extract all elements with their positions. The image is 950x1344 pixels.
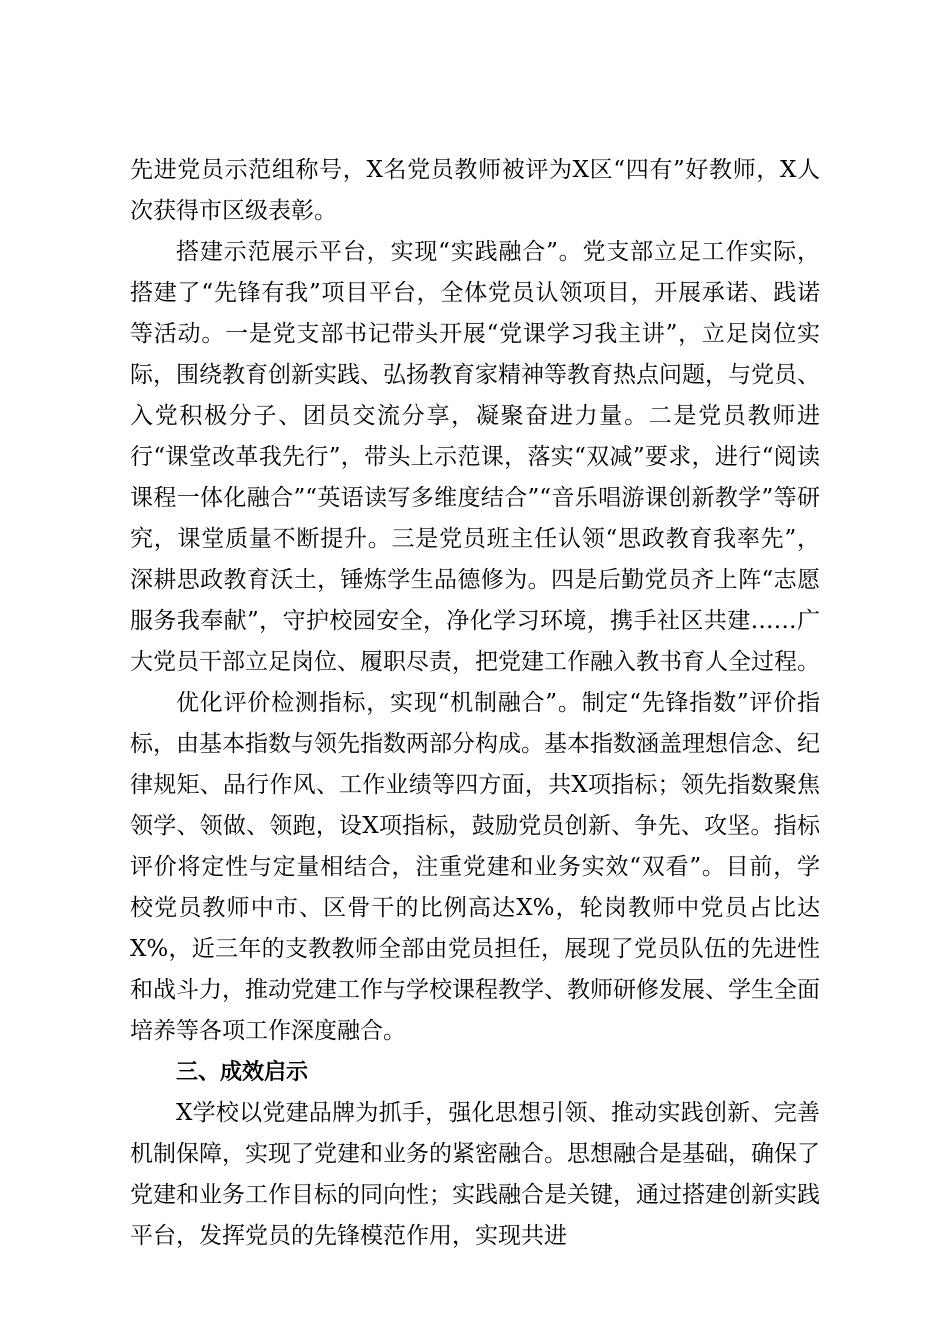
paragraph-mechanism-integration: 优化评价检测指标，实现“机制融合”。制定“先锋指数”评价指标，由基本指数与领先指数两部分构成。基本指数涵盖理想信念、纪律规矩、品行作风、工作业绩等四方面，共X项指标；领先指数聚焦领学、领做、领跑，设X项指标，鼓励党员创新、争先、攻坚。指标评价将定性与定量相结合，注重党建和业务实效“双看”。目前，学校党员教师中市、区骨干的比例高达X%，轮岗教师中党员占比达X%，近三年的支教教师全部由党员担任，展现了党员队伍的先进性和战斗力，推动党建工作与学校课程教学、教师研修发展、学生全面培养等各项工作深度融合。 bbox=[130, 690, 820, 1044]
document-body bbox=[130, 150, 820, 1257]
paragraph-practice-integration: 搭建示范展示平台，实现“实践融合”。党支部立足工作实际，搭建了“先锋有我”项目平台，全体党员认领项目，开展承诺、践诺等活动。一是党支部书记带头开展“党课学习我主讲”，立足岗位实际，围绕教育创新实践、弘扬教育家精神等教育热点问题，与党员、入党积极分子、团员交流分享，凝聚奋进力量。二是党员教师进行“课堂改革我先行”，带头上示范课，落实“双减”要求，进行“阅读课程一体化融合”“英语读写多维度结合”“音乐唱游课创新教学”等研究，课堂质量不断提升。三是党员班主任认领“思政教育我率先”，深耕思政教育沃土，锤炼学生品德修为。四是后勤党员齐上阵“志愿服务我奉献”，守护校园安全，净化学习环境，携手社区共建……广大党员干部立足岗位、履职尽责，把党建工作融入教书育人全过程。 bbox=[130, 239, 820, 675]
paragraph-continuation: 先进党员示范组称号，X名党员教师被评为X区“四有”好教师，X人次获得市区级表彰。 bbox=[130, 157, 820, 224]
section-heading: 三、成效启示 bbox=[176, 1060, 309, 1085]
paragraph-results: X学校以党建品牌为抓手，强化思想引领、推动实践创新、完善机制保障，实现了党建和业务的紧密融合。思想融合是基础，确保了党建和业务工作目标的同向性；实践融合是关键，通过搭建创新实践平台，发挥党员的先锋模范作用，实现共进 bbox=[130, 1100, 820, 1249]
